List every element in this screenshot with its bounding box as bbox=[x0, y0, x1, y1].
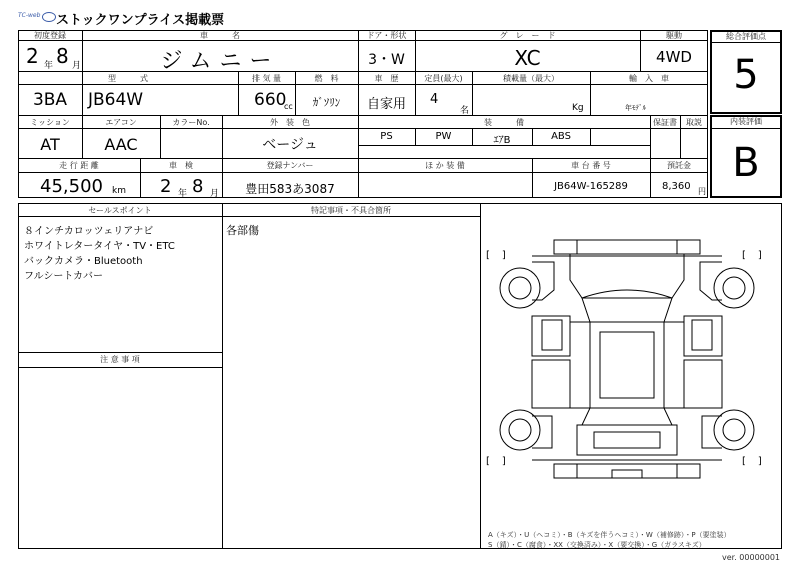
load-unit: Kg bbox=[572, 103, 584, 113]
capacity-unit: 名 bbox=[460, 106, 470, 116]
wheel-front-left bbox=[500, 268, 540, 308]
label-aircon: エアコン bbox=[105, 118, 137, 127]
version: ver. 00000001 bbox=[722, 553, 781, 562]
rear-bumper bbox=[554, 464, 700, 478]
interior-score: B bbox=[732, 140, 760, 186]
label-other-equipment: ほ か 装 備 bbox=[425, 161, 465, 170]
first-reg-year-unit: 年 bbox=[44, 61, 54, 71]
special-header: 特記事項・不具合箇所 bbox=[311, 206, 391, 215]
label-car-name: 車 名 bbox=[200, 31, 240, 40]
windshield bbox=[582, 290, 672, 322]
logo-icon bbox=[42, 12, 56, 22]
aircon: AAC bbox=[104, 135, 138, 154]
notes-header: 注 意 事 項 bbox=[100, 355, 140, 364]
bracket-right-top: [ ] bbox=[742, 250, 762, 261]
history: 自家用 bbox=[366, 97, 406, 112]
special-text: 各部傷 bbox=[226, 224, 259, 237]
car-name: ジムニー bbox=[160, 49, 280, 74]
label-chassis-no: 車 台 番 号 bbox=[571, 161, 611, 170]
displacement: 660 bbox=[254, 90, 287, 110]
label-overall-score: 総合評価点 bbox=[726, 32, 766, 41]
label-plate: 登録ナンバー bbox=[266, 161, 314, 170]
front-bumper bbox=[554, 240, 700, 254]
inspection-month: 8 bbox=[192, 176, 204, 197]
equipment-3: ｴｱB bbox=[493, 135, 511, 146]
label-load: 積載量（最大） bbox=[503, 74, 559, 83]
equipment-2: PW bbox=[435, 131, 452, 142]
legend-line-1: A（キズ）・U（ヘコミ）・B（キズを伴うヘコミ）・W（補修跡）・P（要塗装） bbox=[488, 531, 731, 539]
label-history: 車 歴 bbox=[374, 74, 399, 83]
label-warranty: 保証書 bbox=[653, 118, 677, 127]
deposit: 8,360 bbox=[662, 181, 691, 192]
label-drive: 駆動 bbox=[666, 31, 682, 40]
label-equipment: 装 備 bbox=[484, 118, 524, 127]
fuel: ｶﾞｿﾘﾝ bbox=[312, 96, 341, 109]
first-reg-month: 8 bbox=[56, 44, 69, 68]
model-prefix: 3BA bbox=[32, 90, 68, 110]
chassis-no: JB64W-165289 bbox=[554, 181, 628, 192]
drive: 4WD bbox=[656, 48, 692, 66]
first-reg-month-unit: 月 bbox=[72, 61, 82, 71]
door-type: 3・W bbox=[368, 52, 405, 68]
inspection-year: 2 bbox=[160, 176, 172, 197]
roof bbox=[590, 322, 664, 408]
equipment-1: PS bbox=[380, 131, 393, 142]
rear-hatch bbox=[577, 425, 677, 455]
plate: 豊田583あ3087 bbox=[245, 182, 335, 196]
legend-line-2: S（錆）・C（腐食）・XX（交換済み）・X（要交換）・G（ガラスキズ） bbox=[488, 541, 706, 549]
label-door-type: ドア・形状 bbox=[366, 31, 407, 40]
bracket-right-bottom: [ ] bbox=[742, 456, 762, 467]
sales-point-item: フルシートカバー bbox=[24, 271, 104, 282]
inspection-month-unit: 月 bbox=[210, 189, 220, 199]
label-color-no: カラーNo. bbox=[172, 118, 210, 127]
wheel-front-right bbox=[714, 268, 754, 308]
model: JB64W bbox=[88, 90, 144, 110]
label-mission: ミッション bbox=[30, 118, 70, 127]
mileage-unit: km bbox=[112, 186, 126, 196]
import-note: 年ﾓﾃﾞﾙ bbox=[625, 104, 646, 112]
deposit-unit: 円 bbox=[698, 187, 706, 196]
sales-point-item: バックカメラ・Bluetooth bbox=[24, 256, 143, 267]
label-inspection: 車 検 bbox=[169, 161, 193, 170]
grade: XC bbox=[514, 46, 541, 70]
logo: TC-web bbox=[18, 12, 41, 19]
label-model: 型 式 bbox=[108, 74, 148, 83]
exterior-color: ベージュ bbox=[262, 137, 318, 153]
equipment-4: ABS bbox=[551, 131, 571, 142]
label-displacement: 排 気 量 bbox=[251, 74, 282, 83]
page-title: ストックワンプライス掲載票 bbox=[56, 13, 225, 28]
label-deposit: 預託金 bbox=[667, 161, 691, 170]
mileage: 45,500 bbox=[40, 176, 103, 197]
label-first-reg: 初度登録 bbox=[34, 31, 66, 40]
label-import: 輸 入 車 bbox=[629, 74, 669, 83]
label-fuel: 燃 料 bbox=[314, 74, 339, 83]
mission: AT bbox=[40, 135, 60, 154]
first-reg-year: 2 bbox=[26, 44, 39, 68]
bracket-left-bottom: [ ] bbox=[486, 456, 506, 467]
rear-window bbox=[582, 408, 672, 425]
sales-point-item: ８インチカロッツェリアナビ bbox=[24, 226, 154, 237]
label-manual: 取説 bbox=[686, 118, 702, 127]
sales-points-header: セールスポイント bbox=[88, 206, 152, 215]
bracket-left-top: [ ] bbox=[486, 250, 506, 261]
overall-score: 5 bbox=[733, 52, 759, 98]
car-damage-diagram bbox=[482, 220, 780, 525]
inspection-year-unit: 年 bbox=[178, 189, 188, 199]
label-capacity: 定員(最大) bbox=[424, 74, 463, 83]
sales-point-item: ホワイトレタータイヤ・TV・ETC bbox=[24, 241, 175, 252]
label-exterior-color: 外 装 色 bbox=[270, 118, 310, 127]
label-interior-score: 内装評価 bbox=[730, 117, 762, 126]
label-grade: グ レ ー ド bbox=[499, 31, 556, 40]
displacement-unit: cc bbox=[284, 102, 293, 111]
label-mileage: 走 行 距 離 bbox=[59, 161, 99, 170]
capacity: 4 bbox=[430, 92, 439, 107]
hood bbox=[570, 254, 684, 298]
